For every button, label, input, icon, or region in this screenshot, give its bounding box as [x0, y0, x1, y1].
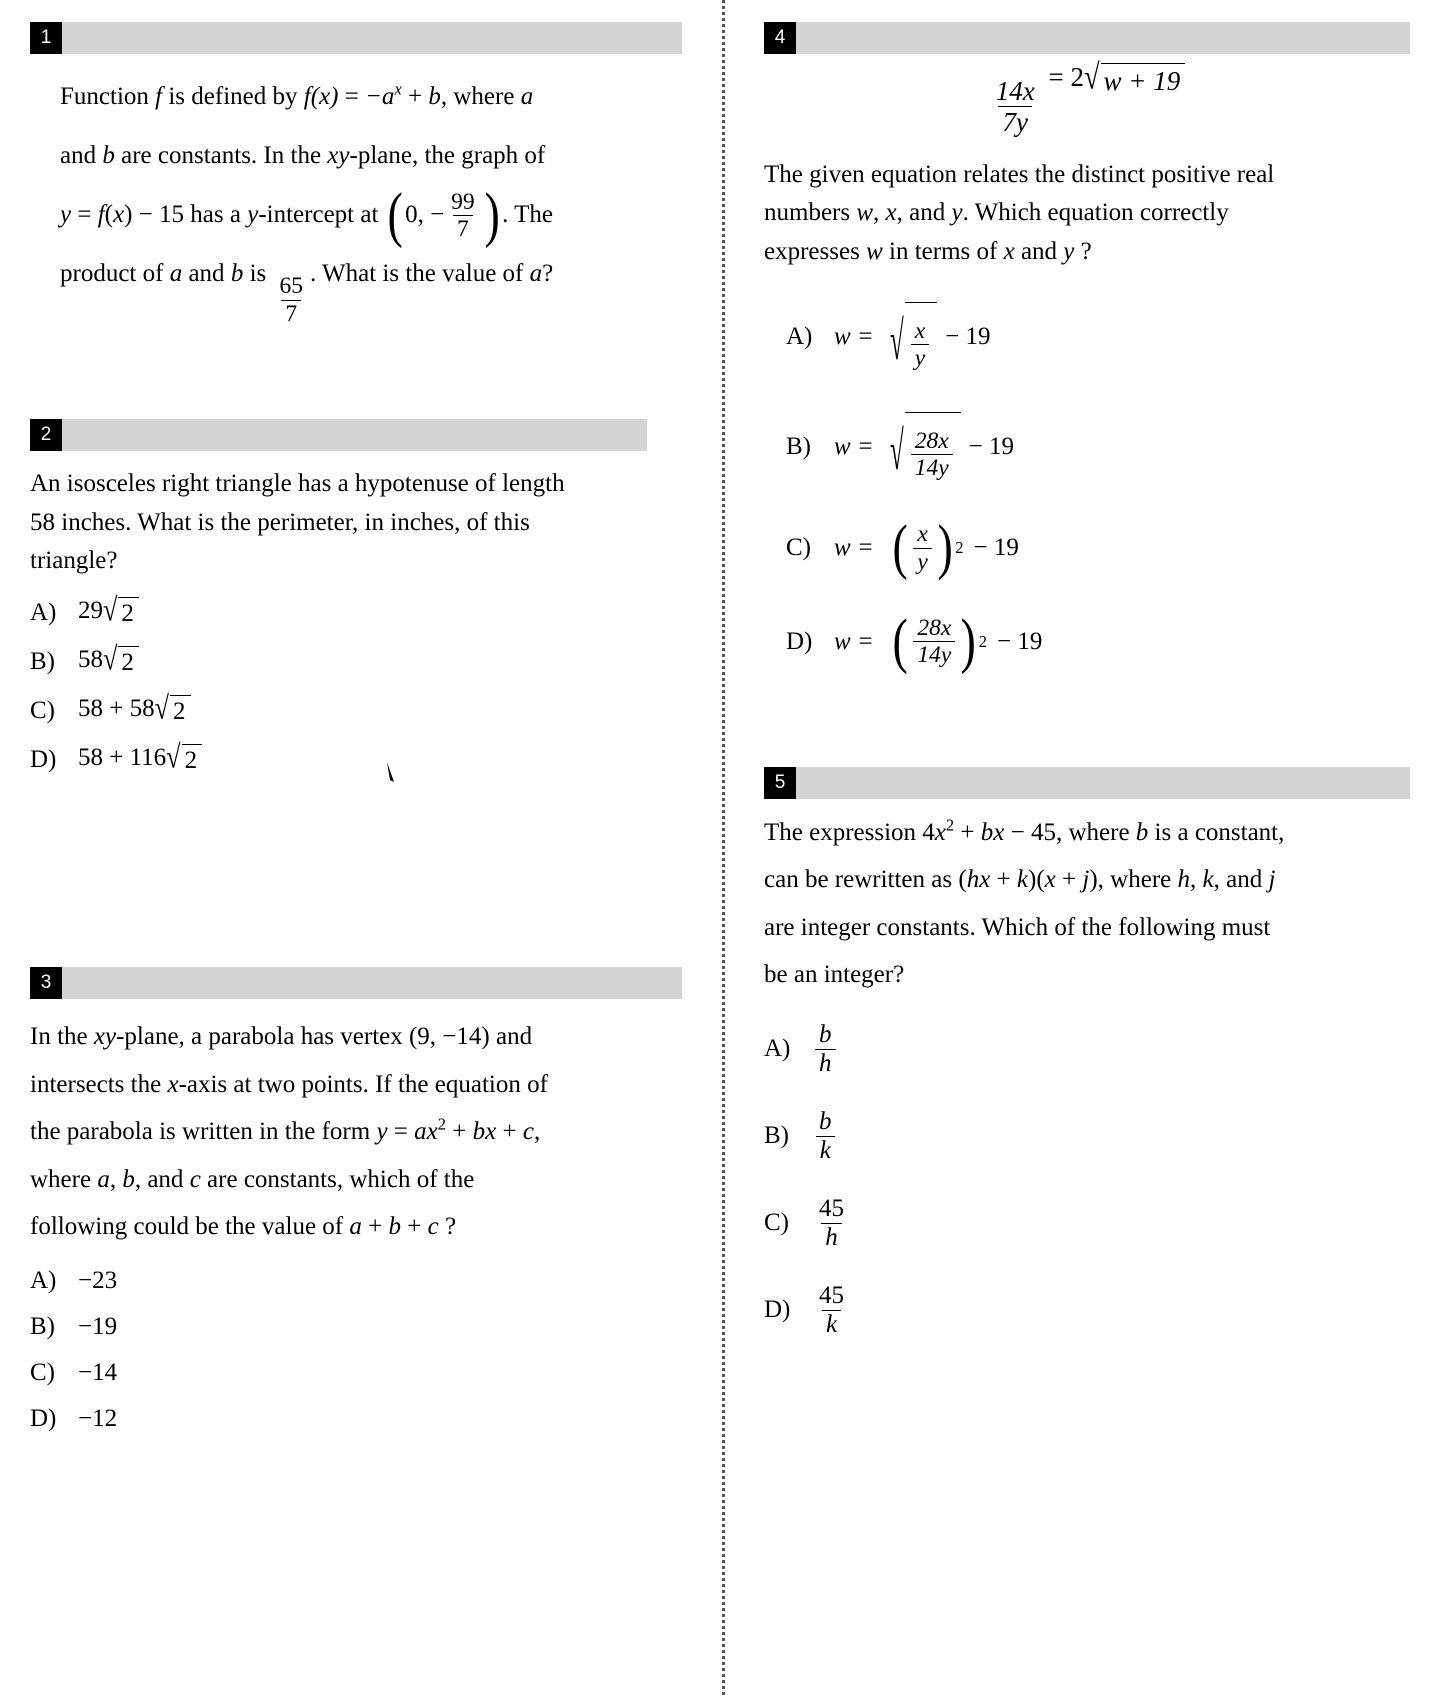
choice-3-d-value: −12: [78, 1404, 118, 1432]
q1-y: y: [60, 200, 72, 228]
choice-5-a[interactable]: [764, 1021, 1410, 1078]
q5-line-2: can be rewritten as (hx + k)(x + j), where h, k, and j: [764, 866, 1276, 894]
q1-eq: =: [338, 83, 366, 110]
choice-2-a-label: A): [30, 598, 57, 626]
question-2-prompt: [30, 465, 682, 581]
question-3-header-bar: [62, 967, 682, 999]
question-4-header-bar: [796, 22, 1410, 54]
choice-2-b[interactable]: [30, 640, 682, 677]
q4-coef: 2: [1070, 62, 1084, 92]
question-4-equation: [764, 57, 1410, 138]
right-column: [722, 0, 1445, 1695]
q4-line-2: numbers w, x, and y. Which equation correctly: [764, 199, 1229, 227]
question-5-number: 5: [764, 767, 796, 799]
q1-fraction-65-7: $\frac{65}{7}$: [279, 273, 303, 327]
choice-4-d-lhs: w =: [834, 627, 874, 655]
q2-line-3: triangle?: [30, 547, 118, 575]
choice-2-a[interactable]: [30, 591, 682, 628]
q1-var-a3: a: [529, 260, 543, 288]
choice-3-c-label: C): [30, 1358, 55, 1386]
q1-text-a: Function: [60, 83, 156, 110]
q1-where: , where: [440, 83, 521, 110]
q2-line-2: 58 inches. What is the perimeter, in inches, of this: [30, 508, 530, 536]
question-5: [764, 767, 1410, 1339]
choice-4-a-lhs: w =: [834, 322, 874, 350]
choice-2-b-label: B): [30, 647, 55, 675]
q5-line-1: The expression $4x^2$ + bx − 45, where b is a constant,: [764, 815, 1285, 846]
paren-left: (: [387, 180, 403, 249]
q1-xy: xy: [327, 141, 350, 169]
q4-line-3: expresses w in terms of x and y ?: [764, 238, 1092, 265]
q1-y2: y: [247, 200, 259, 228]
sqrt-icon: √ w + 19: [1084, 63, 1185, 97]
left-column: [0, 0, 722, 1695]
question-1-prompt: Function f is defined by $f(x) = -a^x + b$, where a and b are constants. In the xy-plane, the graph of y = f(x) − 15 has a y-intercept at ( 0, − $\frac{99}{7}$ ) . The product of a and b is $\frac{65}{7}$ . What is the value of a?: [60, 79, 554, 327]
choice-2-d-label: D): [30, 745, 57, 773]
choice-3-b[interactable]: [30, 1313, 682, 1341]
choice-5-d-fraction: $\frac{45}{k}$: [819, 1281, 844, 1338]
choice-4-c-lhs: w =: [834, 534, 874, 562]
question-1: [30, 22, 682, 327]
question-3: [30, 967, 682, 1433]
choice-3-b-value: −19: [78, 1312, 118, 1340]
choice-2-a-value: 29 √ 2: [78, 597, 139, 628]
question-3-header: [30, 967, 682, 999]
question-3-prompt: [30, 1013, 682, 1251]
q4c-exponent: 2: [955, 538, 964, 558]
q4d-group: ( $\frac{28x}{14y}$ ): [892, 606, 977, 675]
question-4: [764, 22, 1410, 675]
q2-line-1: An isosceles right triangle has a hypotenuse of length: [30, 469, 565, 497]
choice-5-c[interactable]: [764, 1195, 1410, 1252]
question-2-choices: [30, 591, 682, 775]
sqrt-icon: √ 2: [166, 744, 202, 775]
question-5-prompt: [764, 809, 1410, 999]
choice-5-b[interactable]: [764, 1108, 1410, 1165]
choice-4-c-label: C): [786, 534, 811, 562]
choice-3-b-label: B): [30, 1312, 55, 1340]
q3-line-3: the parabola is written in the form $y = ax^2$ + bx + c,: [30, 1114, 541, 1146]
choice-4-d[interactable]: [764, 606, 1410, 675]
choice-5-a-fraction: $\frac{b}{h}$: [815, 1021, 836, 1078]
q1-fx2: f: [97, 200, 105, 228]
question-5-header: [764, 767, 1410, 799]
choice-5-b-label: B): [764, 1122, 789, 1150]
choice-5-a-label: A): [764, 1035, 791, 1063]
sqrt-icon: √ 2: [103, 597, 139, 628]
q3-line-5: following could be the value of a + b + c ?: [30, 1213, 457, 1241]
q1-var-a2: a: [169, 260, 183, 288]
choice-5-c-fraction: $\frac{45}{h}$: [819, 1194, 844, 1251]
choice-2-b-value: 58 √ 2: [78, 646, 139, 677]
q4d-fraction: $\frac{28x}{14y}$: [913, 615, 955, 669]
choice-4-b-label: B): [786, 432, 811, 460]
sqrt-icon: √ $\frac{x}{y}$: [890, 302, 937, 372]
choice-2-c[interactable]: [30, 689, 682, 726]
question-4-prompt: [764, 156, 1410, 272]
question-4-number: 4: [764, 22, 796, 54]
q4d-exponent: 2: [978, 631, 987, 651]
sqrt-icon: √ $\frac{28x}{14y}$: [890, 412, 961, 482]
q4-line-1: The given equation relates the distinct positive real: [764, 160, 1275, 188]
question-3-number: 3: [30, 967, 62, 999]
question-5-choices: [764, 1021, 1410, 1339]
question-1-header-bar: [62, 22, 682, 54]
choice-4-c[interactable]: [764, 513, 1410, 582]
q4a-fraction: $\frac{x}{y}$: [911, 318, 929, 372]
q1-var-f: f: [155, 83, 163, 110]
q1-negA: −a: [365, 83, 395, 110]
q4-fraction: $\frac{14x}{7y}$: [995, 76, 1035, 138]
question-4-header: [764, 22, 1410, 54]
choice-4-c-tail: − 19: [973, 534, 1019, 562]
choice-2-c-value: 58 + 58 √ 2: [78, 695, 191, 726]
choice-4-d-tail: − 19: [997, 627, 1043, 655]
question-2-number: 2: [30, 419, 62, 451]
choice-2-c-label: C): [30, 696, 55, 724]
choice-3-d[interactable]: [30, 1405, 682, 1433]
paren-right: ): [484, 180, 500, 249]
q4c-fraction: $\frac{x}{y}$: [913, 521, 931, 575]
choice-3-c-value: −14: [78, 1358, 118, 1386]
choice-2-d-value: 58 + 116 √ 2: [78, 744, 202, 775]
choice-4-a[interactable]: [764, 302, 1410, 372]
choice-5-d-label: D): [764, 1296, 791, 1324]
q1-var-a: a: [520, 83, 534, 110]
choice-4-a-label: A): [786, 322, 813, 350]
q1-plus: +: [401, 83, 429, 110]
q3-line-1: In the xy-plane, a parabola has vertex (9, −14) and: [30, 1023, 533, 1051]
choice-5-b-fraction: $\frac{b}{k}$: [815, 1108, 836, 1165]
q3-line-4: where a, b, and c are constants, which of the: [30, 1165, 475, 1193]
q1-point: ( 0, − $\frac{99}{7}$ ): [387, 180, 500, 249]
question-2-header: [30, 419, 682, 451]
question-1-number: 1: [30, 22, 62, 54]
choice-3-a-label: A): [30, 1266, 57, 1294]
q4-equals: =: [1048, 62, 1064, 92]
q1-text-b: is defined by: [162, 83, 304, 110]
q1-exp-x: x: [394, 79, 402, 99]
choice-5-d[interactable]: [764, 1282, 1410, 1339]
question-4-choices: [764, 302, 1410, 675]
q1-x2: x: [113, 200, 125, 228]
choice-4-b-tail: − 19: [968, 432, 1015, 460]
sqrt-icon: √ 2: [103, 646, 139, 677]
question-3-choices: [30, 1267, 682, 1433]
q1-fx: f(x): [303, 83, 339, 110]
q5-line-3: are integer constants. Which of the following must: [764, 913, 1271, 941]
question-1-header: [30, 22, 682, 54]
q5-line-4: be an integer?: [764, 961, 905, 989]
choice-3-c[interactable]: [30, 1359, 682, 1387]
choice-5-c-label: C): [764, 1209, 789, 1237]
choice-3-d-label: D): [30, 1404, 57, 1432]
choice-4-d-label: D): [786, 627, 813, 655]
question-2: [30, 419, 682, 775]
q3-line-2: intersects the x-axis at two points. If the equation of: [30, 1070, 548, 1098]
sqrt-icon: √ 2: [155, 695, 191, 726]
q1-var-b: b: [428, 83, 441, 110]
choice-4-b-lhs: w =: [834, 432, 874, 460]
q1-fraction-99-7: $\frac{99}{7}$: [451, 188, 475, 243]
question-5-header-bar: [796, 767, 1410, 799]
choice-3-a-value: −23: [78, 1266, 118, 1294]
q1-var-b2: b: [102, 141, 115, 169]
choice-3-a[interactable]: [30, 1267, 682, 1295]
choice-4-a-tail: − 19: [945, 322, 991, 350]
choice-2-d[interactable]: [30, 738, 682, 775]
q4b-fraction: $\frac{28x}{14y}$: [911, 428, 953, 482]
q1-var-b3: b: [230, 260, 244, 288]
choice-4-b[interactable]: [764, 412, 1410, 482]
q4c-group: ( $\frac{x}{y}$ ): [892, 513, 953, 582]
question-2-header-bar: [62, 419, 647, 451]
